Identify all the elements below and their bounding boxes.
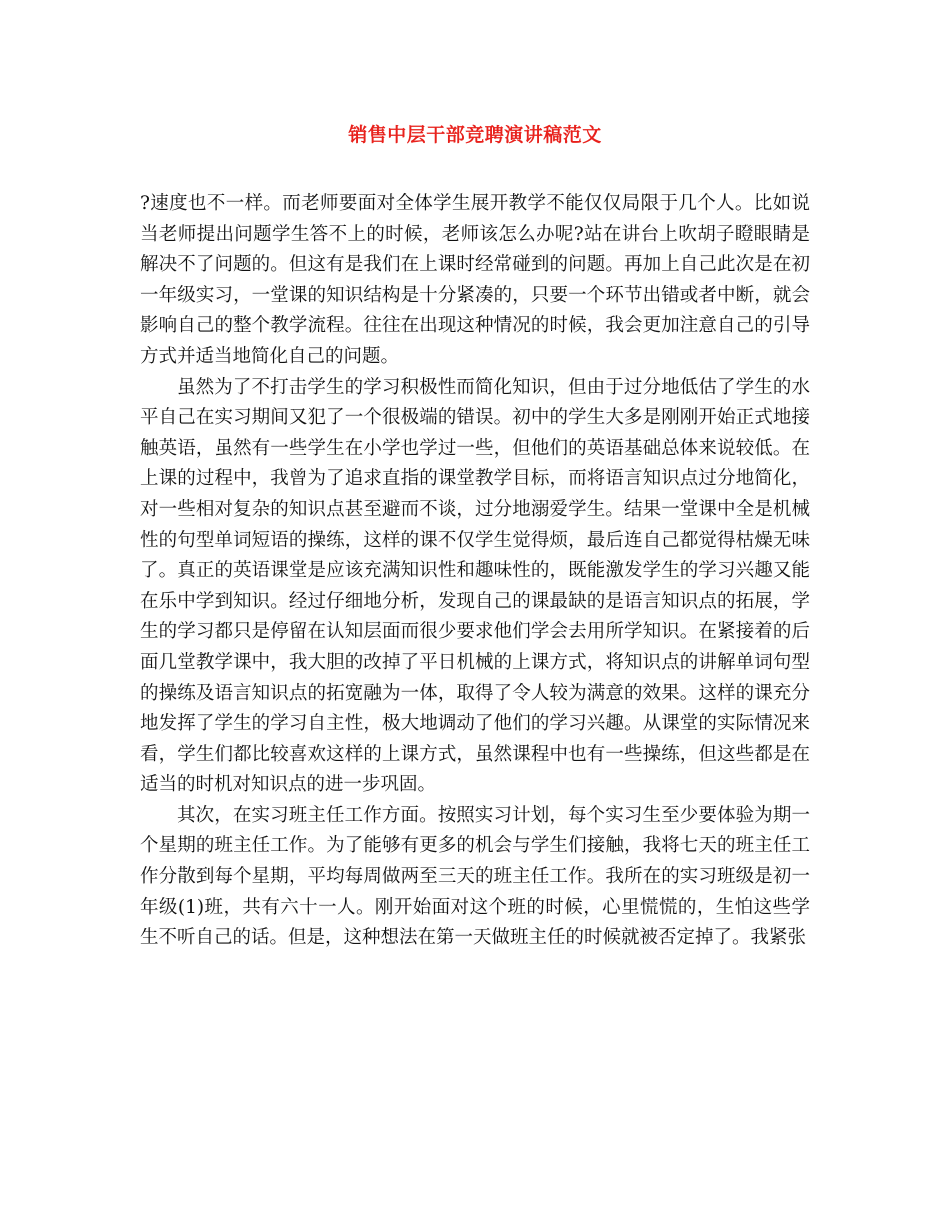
paragraph-1: ?速度也不一样。而老师要面对全体学生展开教学不能仅仅局限于几个人。比如说当老师提出问题学生答不上的时候，老师该怎么办呢?站在讲台上吹胡子瞪眼睛是解决不了问题的。但这有是我们在上课时经常碰到的问题。再加上自己此次是在初一年级实习，一堂课的知识结构是十分紧凑的，只要一个环节出错或者中断，就会影响自己的整个教学流程。往往在出现这种情况的时候，我会更加注意自己的引导方式并适当地简化自己的问题。: [140, 193, 810, 367]
paragraph-2: 虽然为了不打击学生的学习积极性而简化知识，但由于过分地低估了学生的水平自己在实习期间又犯了一个很极端的错误。初中的学生大多是刚刚开始正式地接触英语，虽然有一些学生在小学也学过一些，但他们的英语基础总体来说较低。在上课的过程中，我曾为了追求直指的课堂教学目标，而将语言知识点过分地简化，对一些相对复杂的知识点甚至避而不谈，过分地溺爱学生。结果一堂课中全是机械性的句型单词短语的操练，这样的课不仅学生觉得烦，最后连自己都觉得枯燥无味了。真正的英语课堂是应该充满知识性和趣味性的，既能激发学生的学习兴趣又能在乐中学到知识。经过仔细地分析，发现自己的课最缺的是语言知识点的拓展，学生的学习都只是停留在认知层面而很少要求他们学会去用所学知识。在紧接着的后面几堂教学课中，我大胆的改掉了平日机械的上课方式，将知识点的讲解单词句型的操练及语言知识点的拓宽融为一体，取得了令人较为满意的效果。这样的课充分地发挥了学生的学习自主性，极大地调动了他们的学习兴趣。从课堂的实际情况来看，学生们都比较喜欢这样的上课方式，虽然课程中也有一些操练，但这些都是在适当的时机对知识点的进一步巩固。: [140, 376, 810, 796]
document-body: [140, 189, 810, 954]
document-title: 销售中层干部竞聘演讲稿范文: [348, 124, 602, 146]
paragraph-3: 其次，在实习班主任工作方面。按照实习计划，每个实习生至少要体验为期一个星期的班主任工作。为了能够有更多的机会与学生们接触，我将七天的班主任工作分散到每个星期，平均每周做两至三天的班主任工作。我所在的实习班级是初一年级(1)班，共有六十一人。刚开始面对这个班的时候，心里慌慌的，生怕这些学生不听自己的话。但是，这种想法在第一天做班主任的时候就被否定掉了。我紧张: [140, 804, 810, 949]
